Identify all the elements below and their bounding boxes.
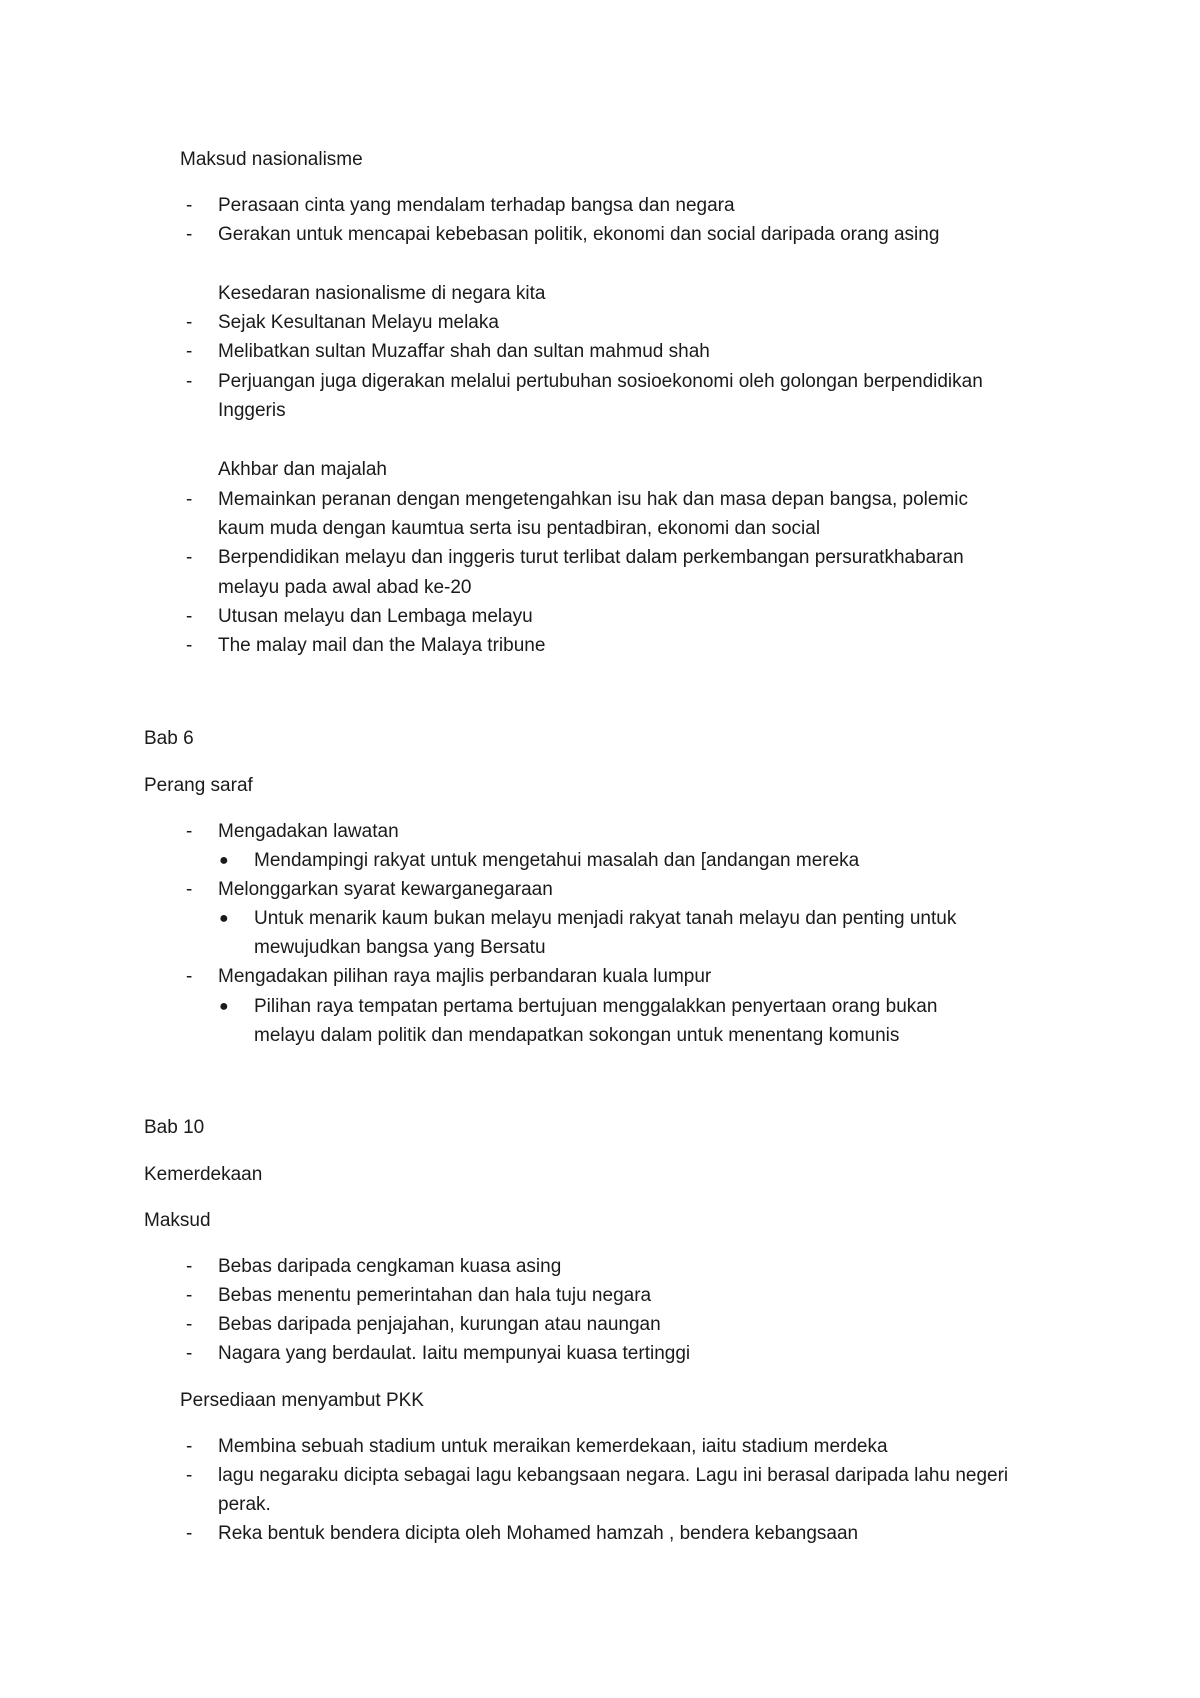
list-item-continuation: kaum muda dengan kaumtua serta isu pentadbiran, ekonomi dan social	[218, 518, 821, 539]
dash-marker: -	[186, 195, 193, 216]
dash-marker: -	[186, 1523, 193, 1544]
list-item: Melonggarkan syarat kewarganegaraan	[218, 879, 553, 900]
section-heading-maksud: Maksud	[144, 1210, 211, 1231]
list-item: Bebas daripada penjajahan, kurungan atau naungan	[218, 1314, 661, 1335]
chapter-subtitle-perang-saraf: Perang saraf	[144, 775, 253, 796]
dash-marker: -	[186, 635, 193, 656]
bullet-marker: ●	[219, 998, 229, 1015]
dash-marker: -	[186, 1465, 193, 1486]
list-item-continuation: Inggeris	[218, 400, 286, 421]
section-heading-maksud-nasionalisme: Maksud nasionalisme	[180, 149, 363, 170]
section-heading-persediaan: Persediaan menyambut PKK	[180, 1390, 424, 1411]
dash-marker: -	[186, 1314, 193, 1335]
list-item: Bebas daripada cengkaman kuasa asing	[218, 1256, 562, 1277]
sub-list-item: Pilihan raya tempatan pertama bertujuan menggalakkan penyertaan orang bukan	[254, 996, 938, 1017]
chapter-title-bab-6: Bab 6	[144, 728, 194, 749]
dash-marker: -	[186, 821, 193, 842]
list-item: The malay mail dan the Malaya tribune	[218, 635, 546, 656]
section-heading-kesedaran: Kesedaran nasionalisme di negara kita	[218, 283, 546, 304]
bullet-marker: ●	[219, 910, 229, 927]
sub-list-item-continuation: mewujudkan bangsa yang Bersatu	[254, 937, 546, 958]
list-item: Utusan melayu dan Lembaga melayu	[218, 606, 533, 627]
bullet-marker: ●	[219, 852, 229, 869]
dash-marker: -	[186, 966, 193, 987]
list-item: Reka bentuk bendera dicipta oleh Mohamed hamzah , bendera kebangsaan	[218, 1523, 859, 1544]
list-item: Berpendidikan melayu dan inggeris turut terlibat dalam perkembangan persuratkhabaran	[218, 547, 964, 568]
dash-marker: -	[186, 371, 193, 392]
list-item-continuation: perak.	[218, 1494, 271, 1515]
chapter-title-bab-10: Bab 10	[144, 1117, 205, 1138]
dash-marker: -	[186, 1285, 193, 1306]
list-item: Melibatkan sultan Muzaffar shah dan sultan mahmud shah	[218, 341, 710, 362]
dash-marker: -	[186, 547, 193, 568]
list-item: Bebas menentu pemerintahan dan hala tuju negara	[218, 1285, 652, 1306]
dash-marker: -	[186, 341, 193, 362]
dash-marker: -	[186, 312, 193, 333]
dash-marker: -	[186, 879, 193, 900]
list-item: Sejak Kesultanan Melayu melaka	[218, 312, 499, 333]
dash-marker: -	[186, 606, 193, 627]
dash-marker: -	[186, 1343, 193, 1364]
sub-list-item-continuation: melayu dalam politik dan mendapatkan sokongan untuk menentang komunis	[254, 1025, 900, 1046]
list-item: Nagara yang berdaulat. Iaitu mempunyai kuasa tertinggi	[218, 1343, 691, 1364]
sub-list-item: Mendampingi rakyat untuk mengetahui masalah dan [andangan mereka	[254, 850, 860, 871]
list-item-continuation: melayu pada awal abad ke-20	[218, 577, 472, 598]
dash-marker: -	[186, 489, 193, 510]
list-item: Memainkan peranan dengan mengetengahkan isu hak dan masa depan bangsa, polemic	[218, 489, 968, 510]
list-item: Perjuangan juga digerakan melalui pertubuhan sosioekonomi oleh golongan berpendidikan	[218, 371, 983, 392]
list-item: Gerakan untuk mencapai kebebasan politik, ekonomi dan social daripada orang asing	[218, 224, 940, 245]
dash-marker: -	[186, 1256, 193, 1277]
dash-marker: -	[186, 224, 193, 245]
sub-list-item: Untuk menarik kaum bukan melayu menjadi rakyat tanah melayu dan penting untuk	[254, 908, 957, 929]
section-heading-akhbar: Akhbar dan majalah	[218, 459, 387, 480]
dash-marker: -	[186, 1436, 193, 1457]
list-item: Mengadakan lawatan	[218, 821, 399, 842]
chapter-subtitle-kemerdekaan: Kemerdekaan	[144, 1164, 263, 1185]
list-item: Membina sebuah stadium untuk meraikan kemerdekaan, iaitu stadium merdeka	[218, 1436, 888, 1457]
list-item: Mengadakan pilihan raya majlis perbandaran kuala lumpur	[218, 966, 712, 987]
list-item: Perasaan cinta yang mendalam terhadap bangsa dan negara	[218, 195, 735, 216]
list-item: lagu negaraku dicipta sebagai lagu kebangsaan negara. Lagu ini berasal daripada lahu negeri	[218, 1465, 1009, 1486]
